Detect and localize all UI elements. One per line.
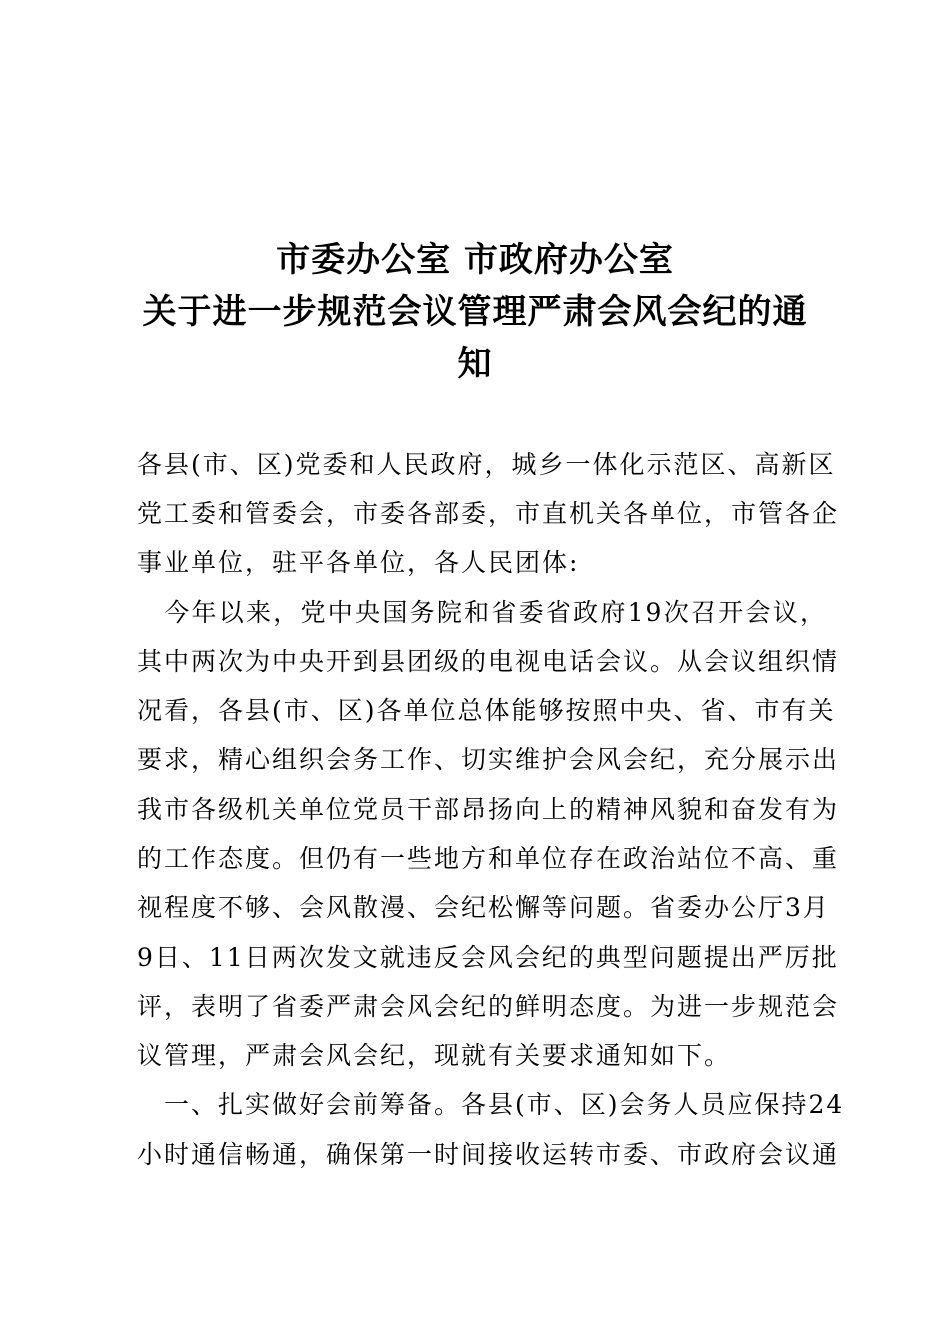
body-line: 要求，精心组织会务工作、切实维护会风会纪，充分展示出 — [137, 745, 840, 774]
body-line: 事业单位，驻平各单位，各人民团体: — [137, 548, 580, 577]
body-line: 各县(市、区)党委和人民政府，城乡一体化示范区、高新区 — [137, 450, 836, 479]
body-line: 议管理，严肃会风会纪，现就有关要求通知如下。 — [137, 1041, 732, 1070]
body-line: 况看，各县(市、区)各单位总体能够按照中央、省、市有关 — [137, 696, 836, 725]
body-line: 评，表明了省委严肃会风会纪的鲜明态度。为进一步规范会 — [137, 992, 840, 1021]
title-line-3: 知 — [457, 344, 493, 384]
body-line: 一、扎实做好会前筹备。各县(市、区)会务人员应保持24 — [137, 1090, 845, 1119]
body-line: 9日、11日两次发文就违反会风会纪的典型问题提出严厉批 — [137, 943, 839, 972]
title-line-1: 市委办公室 市政府办公室 — [276, 240, 674, 280]
body-line: 我市各级机关单位党员干部昂扬向上的精神风貌和奋发有为 — [137, 795, 840, 824]
body-line: 今年以来，党中央国务院和省委省政府19次召开会议， — [137, 598, 827, 627]
body-line: 小时通信畅通，确保第一时间接收运转市委、市政府会议通 — [137, 1140, 840, 1169]
body-line: 视程度不够、会风散漫、会纪松懈等问题。省委办公厅3月 — [137, 893, 830, 922]
body-line: 党工委和管委会，市委各部委，市直机关各单位，市管各企 — [137, 499, 840, 528]
title-line-2: 关于进一步规范会议管理严肃会风会纪的通 — [142, 292, 808, 332]
body-line: 其中两次为中央开到县团级的电视电话会议。从会议组织情 — [137, 647, 840, 676]
body-line: 的工作态度。但仍有一些地方和单位存在政治站位不高、重 — [137, 844, 840, 873]
